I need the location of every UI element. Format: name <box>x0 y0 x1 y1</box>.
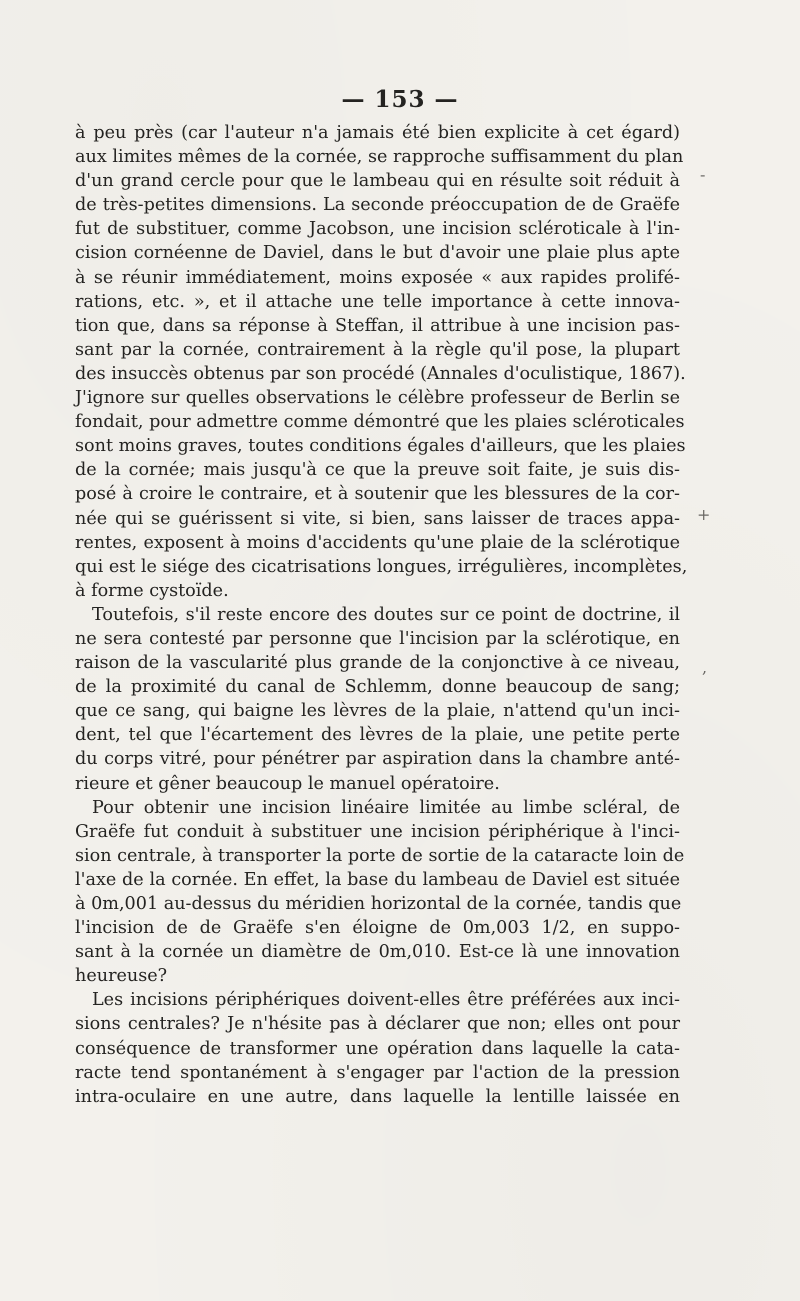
text-line: rations, etc. », et il attache une telle importance à cette innova- <box>75 291 680 312</box>
text-line: que ce sang, qui baigne les lèvres de la plaie, n'attend qu'un inci- <box>75 701 680 722</box>
text-line: Graëfe fut conduit à substituer une incision périphérique à l'inci- <box>75 821 680 842</box>
text-line: Pour obtenir une incision linéaire limitée au limbe scléral, de <box>92 797 680 818</box>
text-line: rieure et gêner beaucoup le manuel opératoire. <box>75 773 500 794</box>
text-line: raison de la vascularité plus grande de la conjonctive à ce niveau, <box>75 653 680 674</box>
paragraph <box>75 603 680 796</box>
text-line: sant à la cornée un diamètre de 0m,010. Est-ce là une innovation <box>75 942 680 963</box>
text-line: du corps vitré, pour pénétrer par aspiration dans la chambre anté- <box>75 749 680 770</box>
text-line: fondait, pour admettre comme démontré que les plaies scléroticales <box>75 412 685 433</box>
text-line: posé à croire le contraire, et à soutenir que les blessures de la cor- <box>75 484 680 505</box>
text-line: conséquence de transformer une opération dans laquelle la cata- <box>75 1038 680 1059</box>
text-line: à peu près (car l'auteur n'a jamais été bien explicite à cet égard) <box>75 123 680 143</box>
text-line: qui est le siége des cicatrisations longues, irrégulières, incomplètes, <box>75 556 688 577</box>
text-line: ne sera contesté par personne que l'incision par la sclérotique, en <box>75 628 680 649</box>
text-line: sions centrales? Je n'hésite pas à déclarer que non; elles ont pour <box>75 1014 680 1035</box>
text-line: de la cornée; mais jusqu'à ce que la preuve soit faite, je suis dis- <box>75 460 680 481</box>
text-line: fut de substituer, comme Jacobson, une incision scléroticale à l'in- <box>75 219 680 240</box>
text-line: l'axe de la cornée. En effet, la base du lambeau de Daviel est située <box>75 869 680 890</box>
text-line: sion centrale, à transporter la porte de sortie de la cataracte loin de <box>75 845 685 866</box>
text-line: dent, tel que l'écartement des lèvres de la plaie, une petite perte <box>75 725 680 746</box>
text-line: à 0m,001 au-dessus du méridien horizontal de la cornée, tandis que <box>75 894 682 914</box>
text-line: rentes, exposent à moins d'accidents qu'une plaie de la sclérotique <box>75 532 680 553</box>
text-line: intra-oculaire en une autre, dans laquelle la lentille laissée en <box>75 1086 680 1107</box>
paragraph <box>75 796 685 989</box>
margin-mark: - <box>700 165 706 184</box>
text-line: de la proximité du canal de Schlemm, donne beaucoup de sang; <box>75 677 680 698</box>
text-line: J'ignore sur quelles observations le célèbre professeur de Berlin se <box>75 388 680 409</box>
page-number: — 153 — <box>341 86 459 113</box>
text-line: à se réunir immédiatement, moins exposée « aux rapides prolifé- <box>75 267 680 288</box>
text-line: d'un grand cercle pour que le lambeau qui en résulte soit réduit à <box>75 171 680 192</box>
text-line: Toutefois, s'il reste encore des doutes sur ce point de doctrine, il <box>92 604 680 625</box>
text-line: de très-petites dimensions. La seconde préoccupation de de Graëfe <box>75 195 680 216</box>
margin-mark: + <box>697 505 711 524</box>
paragraph <box>75 121 688 603</box>
text-line: sant par la cornée, contrairement à la règle qu'il pose, la plupart <box>75 339 680 360</box>
text-line: l'incision de de Graëfe s'en éloigne de 0m,003 1/2, en suppo- <box>75 918 680 939</box>
text-line: racte tend spontanément à s'engager par l'action de la pression <box>75 1062 680 1083</box>
text-line: à forme cystoïde. <box>75 580 229 601</box>
text-line: heureuse? <box>75 966 168 987</box>
page-body <box>75 121 688 1109</box>
text-line: cision cornéenne de Daviel, dans le but d'avoir une plaie plus apte <box>75 243 680 264</box>
text-line: aux limites mêmes de la cornée, se rapproche suffisamment du plan <box>75 147 684 168</box>
text-line: tion que, dans sa réponse à Steffan, il attribue à une incision pas- <box>75 315 680 336</box>
text-line: née qui se guérissent si vite, si bien, sans laisser de traces appa- <box>75 508 680 529</box>
margin-mark: , <box>702 658 708 677</box>
text-line: sont moins graves, toutes conditions égales d'ailleurs, que les plaies <box>75 436 686 457</box>
paragraph <box>75 988 680 1108</box>
text-line: Les incisions périphériques doivent-elles être préférées aux inci- <box>92 990 680 1011</box>
text-line: des insuccès obtenus par son procédé (Annales d'oculistique, 1867). <box>75 363 686 384</box>
